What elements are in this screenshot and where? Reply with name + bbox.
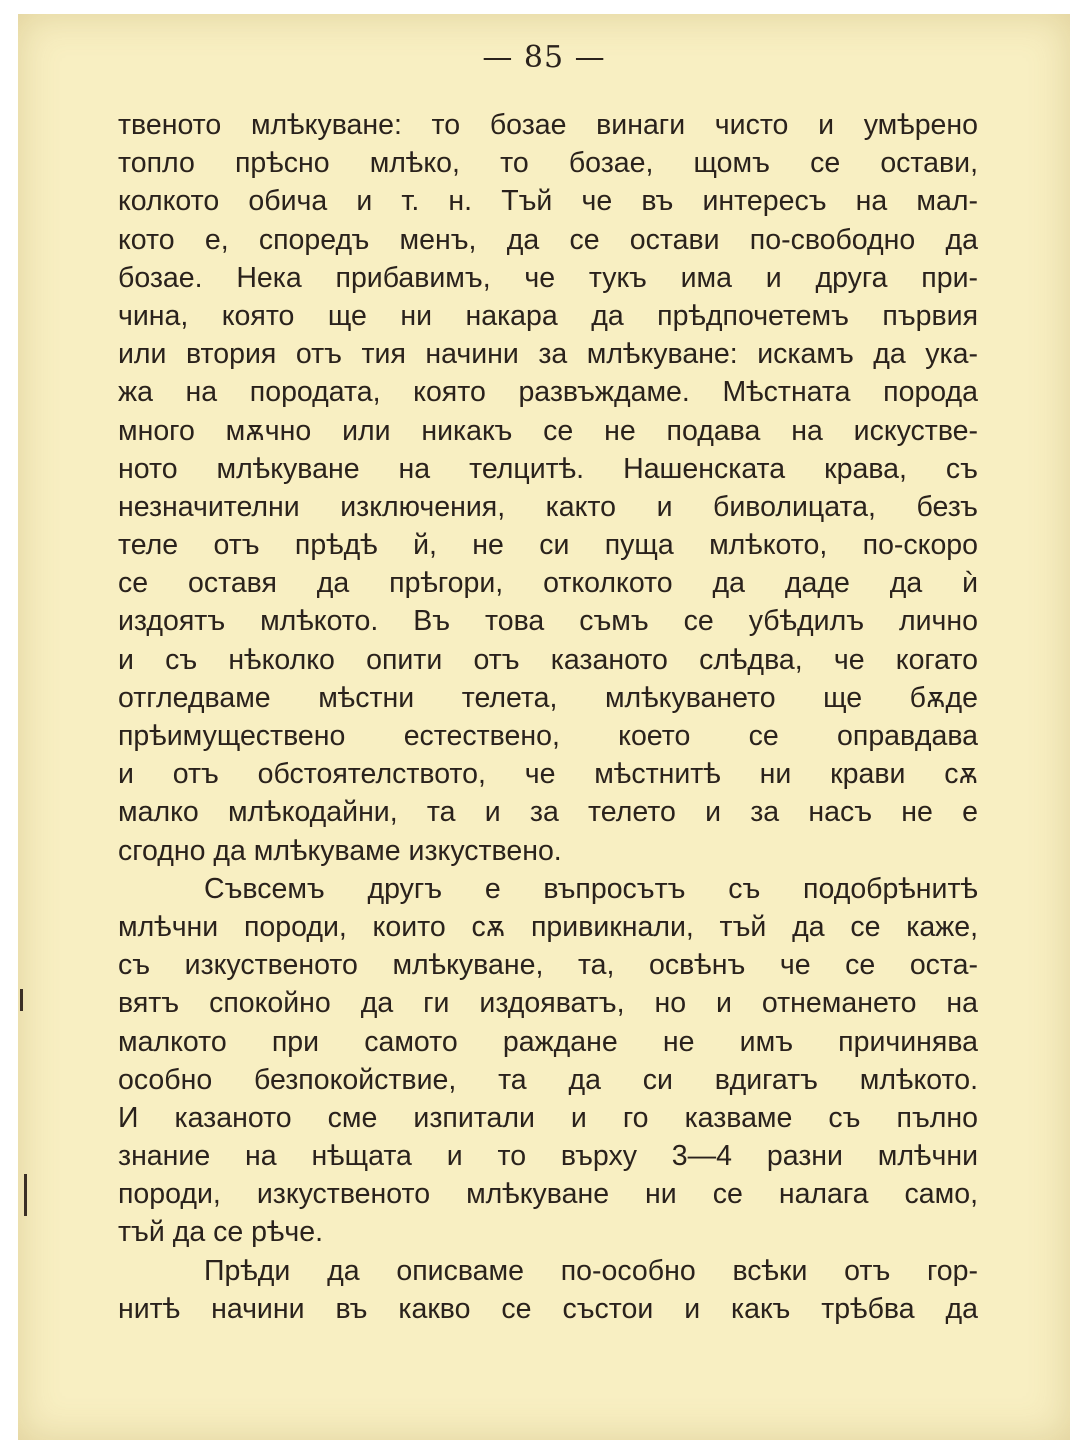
- text-line: сгодно да млѣкуваме изкуствено.: [118, 834, 562, 867]
- text-line: издоятъ млѣкото. Въ това съмъ се убѣдилъ лично: [118, 605, 978, 638]
- text-line: тъй да се рѣче.: [118, 1216, 324, 1249]
- text-line: знание на нѣщата и то върху 3—4 разни млѣчни: [118, 1140, 978, 1173]
- text-line: породи, изкуственото млѣкуване ни се налага само,: [118, 1178, 978, 1211]
- text-line: топло прѣсно млѣко, то бозае, щомъ се остави,: [118, 147, 978, 180]
- text-line: Прѣди да описваме по-особно всѣки отъ гор-: [204, 1254, 978, 1287]
- margin-mark: [20, 989, 23, 1011]
- text-line: колкото обича и т. н. Тъй че въ интересъ на мал-: [118, 185, 978, 218]
- text-line: чина, която ще ни накара да прѣдпочетемъ първия: [118, 299, 978, 332]
- paragraph: [118, 870, 978, 1252]
- margin-mark: [24, 1174, 27, 1216]
- text-line: кото е, споредъ менъ, да се остави по-свободно да: [118, 223, 978, 256]
- text-line: много мѫчно или никакъ се не подава на искустве-: [118, 414, 978, 447]
- text-line: отгледваме мѣстни телета, млѣкуването ще бѫде: [118, 681, 978, 714]
- text-line: нитѣ начини въ какво се състои и какъ трѣбва да: [118, 1292, 978, 1325]
- text-line: Съвсемъ другъ е въпросътъ съ подобрѣнитѣ: [204, 872, 978, 905]
- text-line: И казаното сме изпитали и го казваме съ пълно: [118, 1101, 978, 1134]
- paragraph: [118, 1252, 978, 1328]
- text-line: незначителни изключения, както и биволицата, безъ: [118, 490, 978, 523]
- text-line: и съ нѣколко опити отъ казаното слѣдва, че когато: [118, 643, 978, 676]
- text-line: малко млѣкодайни, та и за телето и за насъ не е: [118, 796, 978, 829]
- text-line: ното млѣкуване на телцитѣ. Нашенската крава, съ: [118, 452, 978, 485]
- text-line: вятъ спокойно да ги издояватъ, но и отнемането на: [118, 987, 978, 1020]
- page-number: — 85 —: [482, 40, 606, 75]
- text-line: млѣчни породи, които сѫ привикнали, тъй да се каже,: [118, 910, 978, 943]
- paragraph: [118, 106, 978, 870]
- text-line: прѣимуществено естествено, което се оправдава: [118, 720, 978, 752]
- text-line: теле отъ прѣдѣ й, не си пуща млѣкото, по-скоро: [118, 529, 978, 562]
- text-line: и отъ обстоятелството, че мѣстнитѣ ни крави сѫ: [118, 758, 978, 791]
- text-line: особно безпокойствие, та да си вдигатъ млѣкото.: [118, 1063, 978, 1096]
- text-line: малкото при самото раждане не имъ причинява: [118, 1025, 978, 1058]
- body-text: [118, 106, 978, 1328]
- text-line: или втория отъ тия начини за млѣкуване: искамъ да ука-: [118, 338, 978, 371]
- text-line: жа на породата, която развъждаме. Мѣстната порода: [118, 376, 978, 409]
- text-line: твеното млѣкуване: то бозае винаги чисто и умѣрено: [118, 109, 978, 141]
- text-line: съ изкуственото млѣкуване, та, освѣнъ че се оста-: [118, 949, 978, 982]
- book-page: [18, 14, 1070, 1440]
- text-line: бозае. Нека прибавимъ, че тукъ има и друга при-: [118, 261, 978, 294]
- text-line: се оставя да прѣгори, отколкото да даде да ѝ: [118, 567, 978, 600]
